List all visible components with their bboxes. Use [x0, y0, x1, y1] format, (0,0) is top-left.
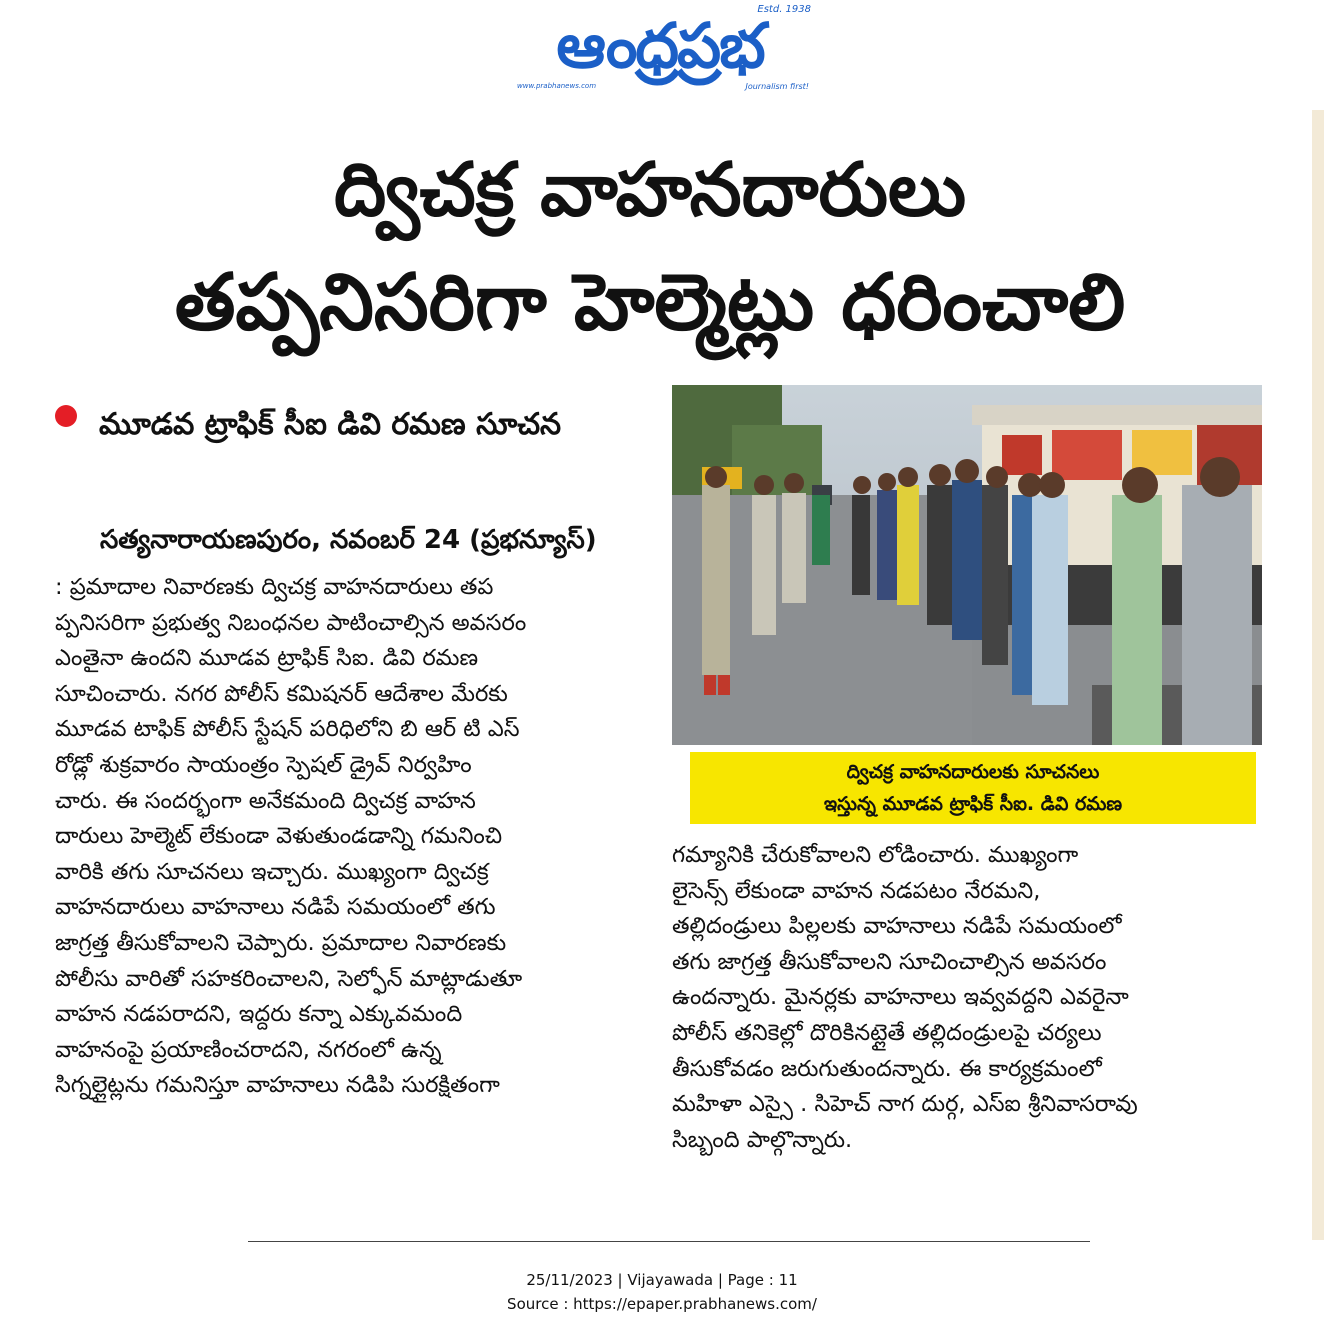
article-line: పోలీసు వారితో సహకరించాలని, సెల్ఫోన్ మాట్లాడుతూ: [55, 965, 523, 992]
red-bullet-icon: [55, 405, 77, 427]
article-body-left-column: [55, 570, 635, 1104]
masthead-website: www.prabhanews.com: [517, 82, 597, 90]
article-line: లైసెన్స్ లేకుండా వాహన నడపటం నేరమని,: [672, 877, 1041, 904]
article-line: జాగ్రత్త తీసుకోవాలని చెప్పారు. ప్రమాదాల నివారణకు: [55, 929, 507, 956]
article-line: మహిళా ఎస్సై . సిహెచ్ నాగ దుర్గ, ఎస్ఐ శ్రీనివాసరావు: [672, 1091, 1138, 1118]
footer-divider: [248, 1241, 1090, 1242]
article-line: వారికి తగు సూచనలు ఇచ్చారు. ముఖ్యంగా ద్విచక్ర: [55, 858, 489, 885]
article-body-right-column: [672, 838, 1254, 1158]
subheading-text: మూడవ ట్రాఫిక్ సీఐ డివి రమణ సూచన: [99, 407, 562, 442]
page-footer: [0, 1268, 1324, 1316]
footer-source: Source : https://epaper.prabhanews.com/: [507, 1295, 817, 1313]
article-line: తల్లిదండ్రులు పిల్లలకు వాహనాలు నడిపే సమయంలో: [672, 913, 1122, 940]
article-line: సిగ్నల్లైట్లను గమనిస్తూ వాహనాలు నడిపి సురక్షితంగా: [55, 1072, 500, 1099]
masthead-logo: [505, 4, 815, 96]
headline: [30, 140, 1270, 358]
masthead-title: ఆంధ్రప్రభ: [556, 9, 764, 82]
headline-line-2: తప్పనిసరిగా హెల్మెట్లు ధరించాలి: [174, 258, 1126, 348]
news-photo-illustration: [672, 385, 1262, 745]
page-edge-strip: [1312, 110, 1324, 1240]
masthead-tagline: Journalism first!: [745, 82, 809, 91]
photo-caption-line-1: ద్విచక్ర వాహనదారులకు సూచనలు: [846, 761, 1100, 783]
article-line: వాహన నడపరాదని, ఇద్దరు కన్నా ఎక్కువమంది: [55, 1001, 463, 1028]
article-line: పోలీస్ తనికెల్లో దొరికినట్లైతే తల్లిదండ్రులపై చర్యలు: [672, 1019, 1102, 1046]
article-line: : ప్రమాదాల నివారణకు ద్విచక్ర వాహనదారులు తప: [55, 574, 494, 600]
article-line: సిబ్బంది పాల్గొన్నారు.: [672, 1126, 853, 1153]
article-line: వాహనంపై ప్రయాణించరాదని, నగరంలో ఉన్న: [55, 1036, 442, 1063]
article-line: దారులు హెల్మెట్ లేకుండా వెళుతుండడాన్ని గమనించి: [55, 823, 503, 850]
article-line: ఉందన్నారు. మైనర్లకు వాహనాలు ఇవ్వవద్దని ఎవరైనా: [672, 984, 1129, 1011]
masthead-estd: Estd. 1938: [757, 4, 811, 15]
article-line: ప్పనిసరిగా ప్రభుత్వ నిబంధనల పాటించాల్సిన అవసరం: [55, 609, 527, 636]
footer-date-edition: 25/11/2023 | Vijayawada | Page : 11: [526, 1271, 798, 1289]
article-line: చారు. ఈ సందర్భంగా అనేకమంది ద్విచక్ర వాహన: [55, 787, 476, 814]
photo-caption-line-2: ఇస్తున్న మూడవ ట్రాఫిక్ సీఐ. డివి రమణ: [823, 793, 1123, 815]
article-line: ఎంతైనా ఉందని మూడవ ట్రాఫిక్ సిఐ. డివి రమణ: [55, 645, 479, 672]
article-line: సూచించారు. నగర పోలీస్ కమిషనర్ ఆదేశాల మేరకు: [55, 680, 508, 707]
dateline: సత్యనారాయణపురం, నవంబర్ 24 (ప్రభన్యూస్): [100, 525, 597, 555]
headline-line-1: ద్విచక్ర వాహనదారులు: [333, 147, 967, 233]
article-line: రోడ్లో శుక్రవారం సాయంత్రం స్పెషల్ డ్రైవ్ నిర్వహిం: [55, 751, 472, 778]
article-line: వాహనదారులు వాహనాలు నడిపే సమయంలో తగు: [55, 894, 496, 921]
article-line: గమ్యానికి చేరుకోవాలని లోడించారు. ముఖ్యంగా: [672, 842, 1079, 868]
article-line: తీసుకోవడం జరుగుతుందన్నారు. ఈ కార్యక్రమంలో: [672, 1055, 1102, 1082]
article-line: తగు జాగ్రత్త తీసుకోవాలని సూచించాల్సిన అవసరం: [672, 948, 1107, 975]
article-line: మూడవ టాఫిక్ పోలీస్ స్టేషన్ పరిధిలోని బి ఆర్ టి ఎస్: [55, 716, 520, 743]
news-photo: [672, 385, 1262, 745]
photo-caption: [690, 752, 1256, 824]
